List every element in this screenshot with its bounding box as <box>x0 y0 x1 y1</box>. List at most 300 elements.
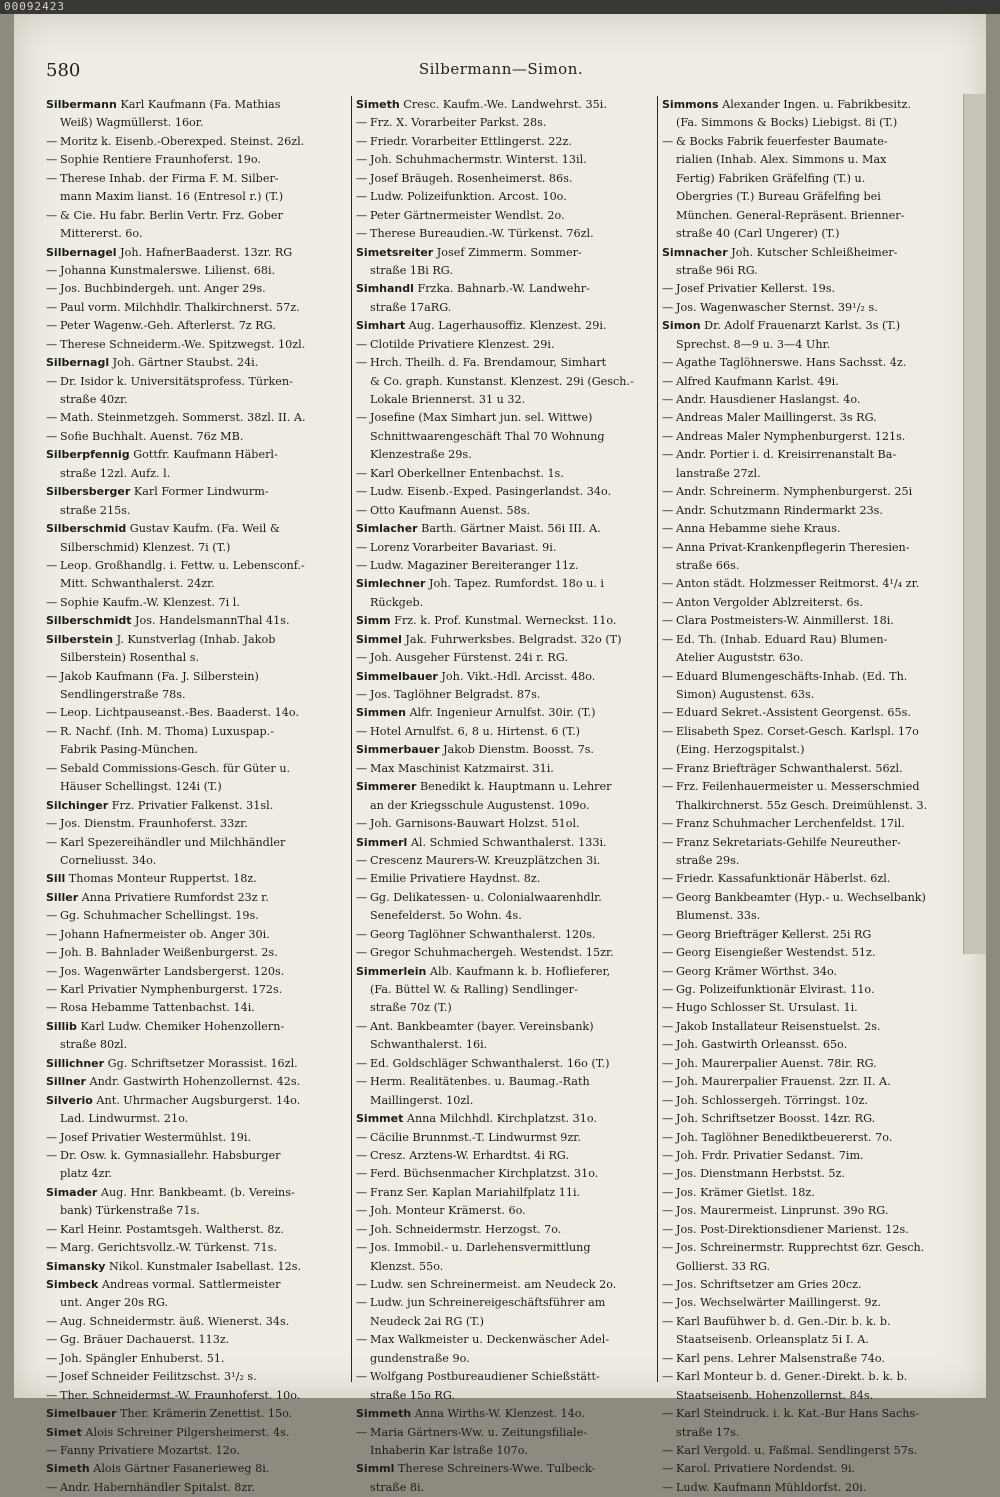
entry-text: Jos. Schriftsetzer am Gries 20cz. <box>676 1278 862 1291</box>
ditto-dash: — <box>356 927 368 941</box>
entry-surname: Simm <box>356 614 391 628</box>
entry-text: Anna Hebamme siehe Kraus. <box>676 522 841 536</box>
entry-text: straße 1Bi RG. <box>370 263 453 277</box>
entry-text: Benedikt k. Hauptmann u. Lehrer <box>416 780 612 794</box>
entry-text: Josef Schneider Feilitzschst. 3¹/₂ s. <box>60 1370 257 1384</box>
entry-text: Andr. Gastwirth Hohenzollernst. 42s. <box>85 1075 301 1089</box>
entry-text: straße 70z (T.) <box>370 1001 452 1015</box>
directory-entry <box>356 1036 652 1054</box>
entry-text: Dr. Osw. k. Gymnasiallehr. Habsburger <box>60 1148 281 1162</box>
directory-entry <box>662 354 952 372</box>
entry-text: Frz. Feilenhauermeister u. Messerschmied <box>676 780 920 794</box>
directory-entry <box>356 926 652 944</box>
directory-entry <box>662 262 952 280</box>
entry-surname: Simnacher <box>662 245 728 259</box>
directory-entry <box>662 557 952 575</box>
entry-surname: Silchinger <box>46 798 109 812</box>
ditto-dash: — <box>662 724 674 738</box>
entry-text: Andr. Portier i. d. Kreisirrenanstalt Ba- <box>676 448 897 462</box>
directory-entry <box>46 391 346 409</box>
entry-text: straße 215s. <box>60 503 131 517</box>
directory-entry <box>356 1442 652 1460</box>
directory-entry <box>356 225 652 243</box>
entry-surname: Silbermann <box>46 98 117 111</box>
entry-text: Ed. Th. (Inhab. Eduard Rau) Blumen- <box>676 632 888 646</box>
scan-id: 00092423 <box>4 0 65 13</box>
directory-entry <box>356 409 652 427</box>
directory-entry <box>662 649 952 667</box>
ditto-dash: — <box>662 1112 674 1126</box>
entry-text: Obergries (T.) Bureau Gräfelfing bei <box>676 190 881 204</box>
entry-text: Agathe Taglöhnerswe. Hans Sachsst. 4z. <box>676 356 907 370</box>
entry-text: Ant. Uhrmacher Augsburgerst. 14o. <box>92 1093 301 1107</box>
ditto-dash: — <box>356 817 368 831</box>
directory-entry <box>662 96 952 114</box>
directory-entry <box>662 1165 952 1183</box>
ditto-dash: — <box>356 208 368 222</box>
directory-entry <box>662 1460 952 1478</box>
entry-text: Franz Ser. Kaplan Mariahilfplatz 11i. <box>370 1185 581 1199</box>
directory-entry <box>662 465 952 483</box>
entry-text: Cresz. Arztens-W. Erhardtst. 4i RG. <box>370 1148 569 1162</box>
entry-text: straße 96i RG. <box>676 263 758 277</box>
directory-entry <box>46 1258 346 1276</box>
directory-entry <box>662 446 952 464</box>
entry-text: Joh. Taglöhner Benediktbeuererst. 7o. <box>676 1130 893 1144</box>
ditto-dash: — <box>356 227 368 241</box>
entry-text: Andreas vormal. Sattlermeister <box>98 1278 281 1291</box>
ditto-dash: — <box>46 706 58 720</box>
ditto-dash: — <box>46 1388 58 1402</box>
entry-text: Aug. Lagerhausoffiz. Klenzest. 29i. <box>405 319 607 333</box>
ditto-dash: — <box>356 651 368 665</box>
entry-text: Karl pens. Lehrer Malsenstraße 74o. <box>676 1351 885 1365</box>
directory-entry <box>356 446 652 464</box>
entry-text: Anna Milchhdl. Kirchplatzst. 31o. <box>403 1112 597 1126</box>
entry-text: Peter Gärtnermeister Wendlst. 2o. <box>370 208 565 222</box>
entry-text: Clotilde Privatiere Klenzest. 29i. <box>370 337 555 351</box>
entry-text: Mitt. Schwanthalerst. 24zr. <box>60 577 215 591</box>
ditto-dash: — <box>46 983 58 996</box>
entry-text: Joh. Ausgeher Fürstenst. 24i r. RG. <box>370 651 568 665</box>
directory-entry <box>46 649 346 667</box>
entry-text: Jos. Maurermeist. Linprunst. 39o RG. <box>676 1204 889 1218</box>
entry-text: Sofie Buchhalt. Auenst. 76z MB. <box>60 429 244 443</box>
ditto-dash: — <box>46 761 58 775</box>
ditto-dash: — <box>46 263 58 277</box>
directory-entry <box>662 317 952 335</box>
entry-text: Silberstein) Rosenthal s. <box>60 651 200 665</box>
directory-entry <box>46 1460 346 1478</box>
entry-text: Gottfr. Kaufmann Häberl- <box>129 448 278 462</box>
entry-surname: Simeth <box>46 1462 90 1476</box>
directory-entry <box>662 834 952 852</box>
entry-text: Ludw. Magaziner Bereiteranger 11z. <box>370 558 579 572</box>
entry-surname: Simader <box>46 1185 98 1199</box>
entry-text: Andr. Schreinerm. Nymphenburgerst. 25i <box>676 485 913 499</box>
directory-entry <box>356 944 652 962</box>
directory-entry <box>46 704 346 722</box>
directory-entry <box>356 133 652 151</box>
directory-entry <box>46 1331 346 1349</box>
entry-text: Klenzst. 55o. <box>370 1259 444 1273</box>
directory-entry <box>46 465 346 483</box>
directory-entry <box>356 1350 652 1368</box>
directory-entry <box>662 944 952 962</box>
directory-entry <box>46 114 346 132</box>
ditto-dash: — <box>662 1480 674 1494</box>
ditto-dash: — <box>662 1296 674 1310</box>
entry-text: Jos. Dienstmann Herbstst. 5z. <box>676 1167 845 1181</box>
entry-text: Anton städt. Holzmesser Reitmorst. 4¹/₄ zr. <box>676 577 920 591</box>
entry-text: (Fa. Simmons & Bocks) Liebigst. 8i (T.) <box>676 116 898 130</box>
entry-text: Friedr. Vorarbeiter Ettlingerst. 22z. <box>370 134 572 148</box>
ditto-dash: — <box>356 558 368 572</box>
directory-entry <box>662 612 952 630</box>
directory-entry <box>46 225 346 243</box>
entry-text: Dr. Isidor k. Universitätsprofess. Türken- <box>60 374 293 388</box>
entry-text: Andreas Maler Nymphenburgerst. 121s. <box>676 429 906 443</box>
directory-entry <box>662 1276 952 1294</box>
directory-entry <box>662 1184 952 1202</box>
ditto-dash: — <box>356 1333 368 1347</box>
entry-text: Karl Former Lindwurm- <box>130 485 269 499</box>
entry-text: Anna Privatiere Rumfordst 23z r. <box>78 890 269 904</box>
entry-text: Weiß) Wagmüllerst. 16or. <box>60 116 204 130</box>
ditto-dash: — <box>356 116 368 130</box>
directory-entry <box>46 1221 346 1239</box>
entry-text: Ludw. sen Schreinermeist. am Neudeck 2o. <box>370 1278 617 1291</box>
ditto-dash: — <box>46 817 58 831</box>
ditto-dash: — <box>46 669 58 683</box>
entry-text: Karl Vergold. u. Faßmal. Sendlingerst 57s. <box>676 1443 918 1457</box>
entry-text: Joh. Kutscher Schleißheimer- <box>727 245 898 259</box>
ditto-dash: — <box>662 1167 674 1181</box>
directory-entry <box>356 336 652 354</box>
directory-entry <box>356 207 652 225</box>
directory-entry <box>662 1110 952 1128</box>
directory-entry <box>662 1073 952 1091</box>
ditto-dash: — <box>356 1130 368 1144</box>
ditto-dash: — <box>46 1241 58 1255</box>
directory-entry <box>356 612 652 630</box>
entry-text: Joh. Maurerpalier Frauenst. 2zr. II. A. <box>676 1075 891 1089</box>
directory-entry <box>46 262 346 280</box>
directory-entry <box>662 114 952 132</box>
directory-entry <box>662 686 952 704</box>
ditto-dash: — <box>662 817 674 831</box>
ditto-dash: — <box>662 835 674 849</box>
scan-margin-strip <box>0 0 1000 14</box>
entry-text: Jakob Dienstm. Boosst. 7s. <box>439 743 594 757</box>
directory-entry <box>356 1294 652 1312</box>
directory-entry <box>46 1055 346 1073</box>
ditto-dash: — <box>356 1278 368 1291</box>
entry-surname: Simansky <box>46 1259 106 1273</box>
entry-text: Gg. Delikatessen- u. Colonialwaarenhdlr. <box>370 890 602 904</box>
directory-entry <box>46 760 346 778</box>
directory-entry <box>46 244 346 262</box>
ditto-dash: — <box>662 577 674 591</box>
directory-entry <box>356 815 652 833</box>
entry-text: Jakob Kaufmann (Fa. J. Silberstein) <box>60 669 259 683</box>
ditto-dash: — <box>662 1204 674 1218</box>
directory-entry <box>356 852 652 870</box>
entry-text: Karl Spezereihändler und Milchhändler <box>60 835 286 849</box>
directory-entry <box>356 280 652 298</box>
entry-text: Jos. Post-Direktionsdiener Marienst. 12s. <box>676 1222 909 1236</box>
entry-surname: Sillner <box>46 1075 86 1089</box>
entry-surname: Silberschmid <box>46 522 127 536</box>
directory-entry <box>356 1331 652 1349</box>
entry-text: Max Walkmeister u. Deckenwäscher Adel- <box>370 1333 610 1347</box>
entry-text: Sophie Kaufm.-W. Klenzest. 7i l. <box>60 595 240 609</box>
directory-entry <box>46 889 346 907</box>
directory-entry <box>46 963 346 981</box>
entry-text: München. General-Repräsent. Brienner- <box>676 208 905 222</box>
entry-text: Karl Ludw. Chemiker Hohenzollern- <box>76 1019 285 1033</box>
directory-entry <box>356 723 652 741</box>
directory-entry <box>662 797 952 815</box>
directory-entry <box>662 760 952 778</box>
entry-text: Crescenz Maurers-W. Kreuzplätzchen 3i. <box>370 853 601 867</box>
entry-text: Sprechst. 8—9 u. 3—4 Uhr. <box>676 337 831 351</box>
directory-entry <box>46 557 346 575</box>
directory-entry <box>662 244 952 262</box>
entry-text: Aug. Schneidermstr. äuß. Wienerst. 34s. <box>60 1314 290 1328</box>
ditto-dash: — <box>46 171 58 185</box>
directory-entry <box>356 539 652 557</box>
ditto-dash: — <box>662 1462 674 1476</box>
entry-text: Ther. Schneidermst.-W. Fraunhoferst. 10o. <box>60 1388 301 1402</box>
entry-text: Eduard Sekret.-Assistent Georgenst. 65s. <box>676 706 911 720</box>
ditto-dash: — <box>46 835 58 849</box>
entry-text: Senefelderst. 5o Wohn. 4s. <box>370 909 522 923</box>
entry-text: unt. Anger 20s RG. <box>60 1296 169 1310</box>
entry-text: Georg Bankbeamter (Hyp.- u. Wechselbank) <box>676 890 926 904</box>
directory-entry <box>662 428 952 446</box>
entry-text: Maria Gärtners-Ww. u. Zeitungsfiliale- <box>370 1425 588 1439</box>
ditto-dash: — <box>662 1443 674 1457</box>
directory-entry <box>46 1313 346 1331</box>
ditto-dash: — <box>46 1333 58 1347</box>
ditto-dash: — <box>662 374 674 388</box>
entry-text: straße 29s. <box>676 853 740 867</box>
ditto-dash: — <box>356 1425 368 1439</box>
entry-text: Karl Steindruck. i. k. Kat.-Bur Hans Sachs- <box>676 1407 919 1421</box>
directory-entry <box>662 907 952 925</box>
entry-text: Joh. Schriftsetzer Boosst. 14zr. RG. <box>676 1112 876 1126</box>
entry-surname: Silbernagel <box>46 245 117 259</box>
ditto-dash: — <box>356 1167 368 1181</box>
directory-entry <box>46 502 346 520</box>
entry-text: rialien (Inhab. Alex. Simmons u. Max <box>676 153 887 167</box>
entry-text: Ludw. Polizeifunktion. Arcost. 10o. <box>370 190 567 204</box>
directory-entry <box>356 483 652 501</box>
entry-text: Gustav Kaufm. (Fa. Weil & <box>126 522 280 536</box>
ditto-dash: — <box>356 134 368 148</box>
entry-text: Hugo Schlosser St. Ursulast. 1i. <box>676 1001 858 1015</box>
directory-entry <box>662 151 952 169</box>
entry-text: Jos. Wagenwärter Landsbergerst. 120s. <box>60 964 285 978</box>
entry-text: Anna Privat-Krankenpflegerin Theresien- <box>676 540 910 554</box>
entry-surname: Simlechner <box>356 577 426 591</box>
directory-entry <box>356 1460 652 1478</box>
entry-text: Staatseisenb. Hohenzollernst. 84s. <box>676 1388 874 1402</box>
entry-text: straße 8i. <box>370 1480 425 1494</box>
ditto-dash: — <box>356 466 368 480</box>
directory-entry <box>662 1313 952 1331</box>
ditto-dash: — <box>662 485 674 499</box>
entry-text: mann Maxim lianst. 16 (Entresol r.) (T.) <box>60 190 284 204</box>
entry-text: Karl Monteur b. d. Gener.-Direkt. b. k. b. <box>676 1370 908 1384</box>
ditto-dash: — <box>662 1038 674 1052</box>
entry-text: Hrch. Theilh. d. Fa. Brendamour, Simhart <box>370 356 607 370</box>
entry-text: (Eing. Herzogspitalst.) <box>676 743 805 757</box>
ditto-dash: — <box>46 946 58 960</box>
directory-entry <box>46 373 346 391</box>
entry-surname: Simmet <box>356 1112 404 1126</box>
entry-text: Simon) Augustenst. 63s. <box>676 688 815 701</box>
entry-text: Aug. Hnr. Bankbeamt. (b. Vereins- <box>97 1185 295 1199</box>
directory-entry <box>356 668 652 686</box>
directory-entry <box>356 704 652 722</box>
entry-text: Alb. Kaufmann k. b. Hoflieferer, <box>426 964 611 978</box>
directory-entry <box>46 539 346 557</box>
ditto-dash: — <box>356 337 368 351</box>
directory-entry <box>356 649 652 667</box>
directory-entry <box>356 557 652 575</box>
directory-entry <box>662 778 952 796</box>
entry-text: Jos. Taglöhner Belgradst. 87s. <box>370 688 541 701</box>
entry-text: Therese Schreiners-Wwe. Tulbeck- <box>394 1462 596 1476</box>
ditto-dash: — <box>662 282 674 296</box>
entry-text: Ludw. Eisenb.-Exped. Pasingerlandst. 34o. <box>370 485 612 499</box>
entry-text: Josefine (Max Simhart jun. sel. Wittwe) <box>370 411 593 425</box>
ditto-dash: — <box>356 853 368 867</box>
entry-surname: Simmerbauer <box>356 743 440 757</box>
ditto-dash: — <box>46 134 58 148</box>
directory-entry <box>662 1055 952 1073</box>
ditto-dash: — <box>46 337 58 351</box>
ditto-dash: — <box>46 1130 58 1144</box>
directory-entry <box>46 409 346 427</box>
entry-text: Anna Wirths-W. Klenzest. 14o. <box>411 1407 585 1421</box>
directory-entry <box>356 1405 652 1423</box>
directory-entry <box>46 631 346 649</box>
entry-text: Joh. Maurerpalier Auenst. 78ir. RG. <box>676 1056 877 1070</box>
directory-entry <box>662 1442 952 1460</box>
entry-text: Joh. Tapez. Rumfordst. 18o u. i <box>425 577 605 591</box>
directory-entry <box>662 668 952 686</box>
entry-text: Joh. Monteur Krämerst. 6o. <box>370 1204 526 1218</box>
directory-entry <box>662 225 952 243</box>
ditto-dash: — <box>662 1001 674 1015</box>
directory-entry <box>662 170 952 188</box>
directory-entry <box>662 502 952 520</box>
ditto-dash: — <box>356 724 368 738</box>
ditto-dash: — <box>46 964 58 978</box>
ditto-dash: — <box>662 890 674 904</box>
entry-text: Therese Schneiderm.-We. Spitzwegst. 10zl. <box>60 337 306 351</box>
ditto-dash: — <box>356 411 368 425</box>
directory-entry <box>662 870 952 888</box>
ditto-dash: — <box>46 411 58 425</box>
ditto-dash: — <box>356 485 368 499</box>
entry-text: Ther. Krämerin Zenettist. 15o. <box>116 1407 293 1421</box>
entry-text: Rosa Hebamme Tattenbachst. 14i. <box>60 1001 255 1015</box>
directory-entry <box>662 999 952 1017</box>
entry-surname: Simhart <box>356 319 406 333</box>
entry-text: lanstraße 27zl. <box>676 466 761 480</box>
entry-text: Schwanthalerst. 16i. <box>370 1038 488 1052</box>
entry-text: Franz Briefträger Schwanthalerst. 56zl. <box>676 761 903 775</box>
ditto-dash: — <box>356 1204 368 1218</box>
ditto-dash: — <box>46 1370 58 1384</box>
entry-text: Sophie Rentiere Fraunhoferst. 19o. <box>60 153 261 167</box>
ditto-dash: — <box>46 374 58 388</box>
entry-text: Leop. Lichtpauseanst.-Bes. Baaderst. 14o. <box>60 706 299 720</box>
entry-text: Therese Inhab. der Firma F. M. Silber- <box>60 171 279 185</box>
entry-text: Ant. Bankbeamter (bayer. Vereinsbank) <box>370 1019 594 1033</box>
directory-entry <box>662 280 952 298</box>
entry-text: Frz. Privatier Falkenst. 31sl. <box>108 798 274 812</box>
directory-entry <box>46 170 346 188</box>
entry-text: straße 40zr. <box>60 393 128 406</box>
entry-text: Dr. Adolf Frauenarzt Karlst. 3s (T.) <box>700 319 901 333</box>
directory-entry <box>662 133 952 151</box>
entry-text: Neudeck 2ai RG (T.) <box>370 1314 484 1328</box>
entry-text: & Bocks Fabrik feuerfester Baumate- <box>676 134 888 148</box>
entry-text: Joh. Schneidermstr. Herzogst. 7o. <box>370 1222 562 1236</box>
directory-entry <box>46 778 346 796</box>
entry-text: J. Kunstverlag (Inhab. Jakob <box>113 632 276 646</box>
entry-text: Joh. Gastwirth Orleansst. 65o. <box>676 1038 848 1052</box>
entry-surname: Simmel <box>356 632 402 646</box>
ditto-dash: — <box>662 1130 674 1144</box>
directory-entry <box>662 483 952 501</box>
directory-entry <box>46 483 346 501</box>
entry-text: Johanna Kunstmalerswe. Lilienst. 68i. <box>60 263 276 277</box>
directory-entry <box>356 889 652 907</box>
entry-text: Inhaberin Kar lstraße 107o. <box>370 1443 528 1457</box>
entry-text: Clara Postmeisters-W. Ainmillerst. 18i. <box>676 614 894 628</box>
entry-surname: Simeth <box>356 98 400 111</box>
ditto-dash: — <box>356 890 368 904</box>
ditto-dash: — <box>662 761 674 775</box>
directory-entry <box>356 834 652 852</box>
ditto-dash: — <box>662 522 674 536</box>
ditto-dash: — <box>356 1075 368 1089</box>
directory-entry <box>356 1479 652 1497</box>
entry-text: Häuser Schellingst. 124i (T.) <box>60 780 222 794</box>
entry-surname: Simet <box>46 1425 82 1439</box>
ditto-dash: — <box>46 153 58 167</box>
entry-text: straße 12zl. Aufz. l. <box>60 466 171 480</box>
directory-entry <box>46 852 346 870</box>
entry-text: Andr. Habernhändler Spitalst. 8zr. <box>60 1480 255 1494</box>
directory-entry <box>662 631 952 649</box>
entry-text: Alois Gärtner Fasanerieweg 8i. <box>89 1462 270 1476</box>
entry-text: Max Maschinist Katzmairst. 31i. <box>370 761 554 775</box>
entry-text: Thalkirchnerst. 55z Gesch. Dreimühlenst. 3. <box>676 798 928 812</box>
directory-entry <box>356 262 652 280</box>
entry-text: Friedr. Kassafunktionär Häberlst. 6zl. <box>676 872 891 886</box>
entry-text: Fabrik Pasing-München. <box>60 743 198 757</box>
entry-text: Herm. Realitätenbes. u. Baumag.-Rath <box>370 1075 590 1089</box>
entry-text: Al. Schmied Schwanthalerst. 133i. <box>407 835 607 849</box>
directory-entry <box>662 1018 952 1036</box>
